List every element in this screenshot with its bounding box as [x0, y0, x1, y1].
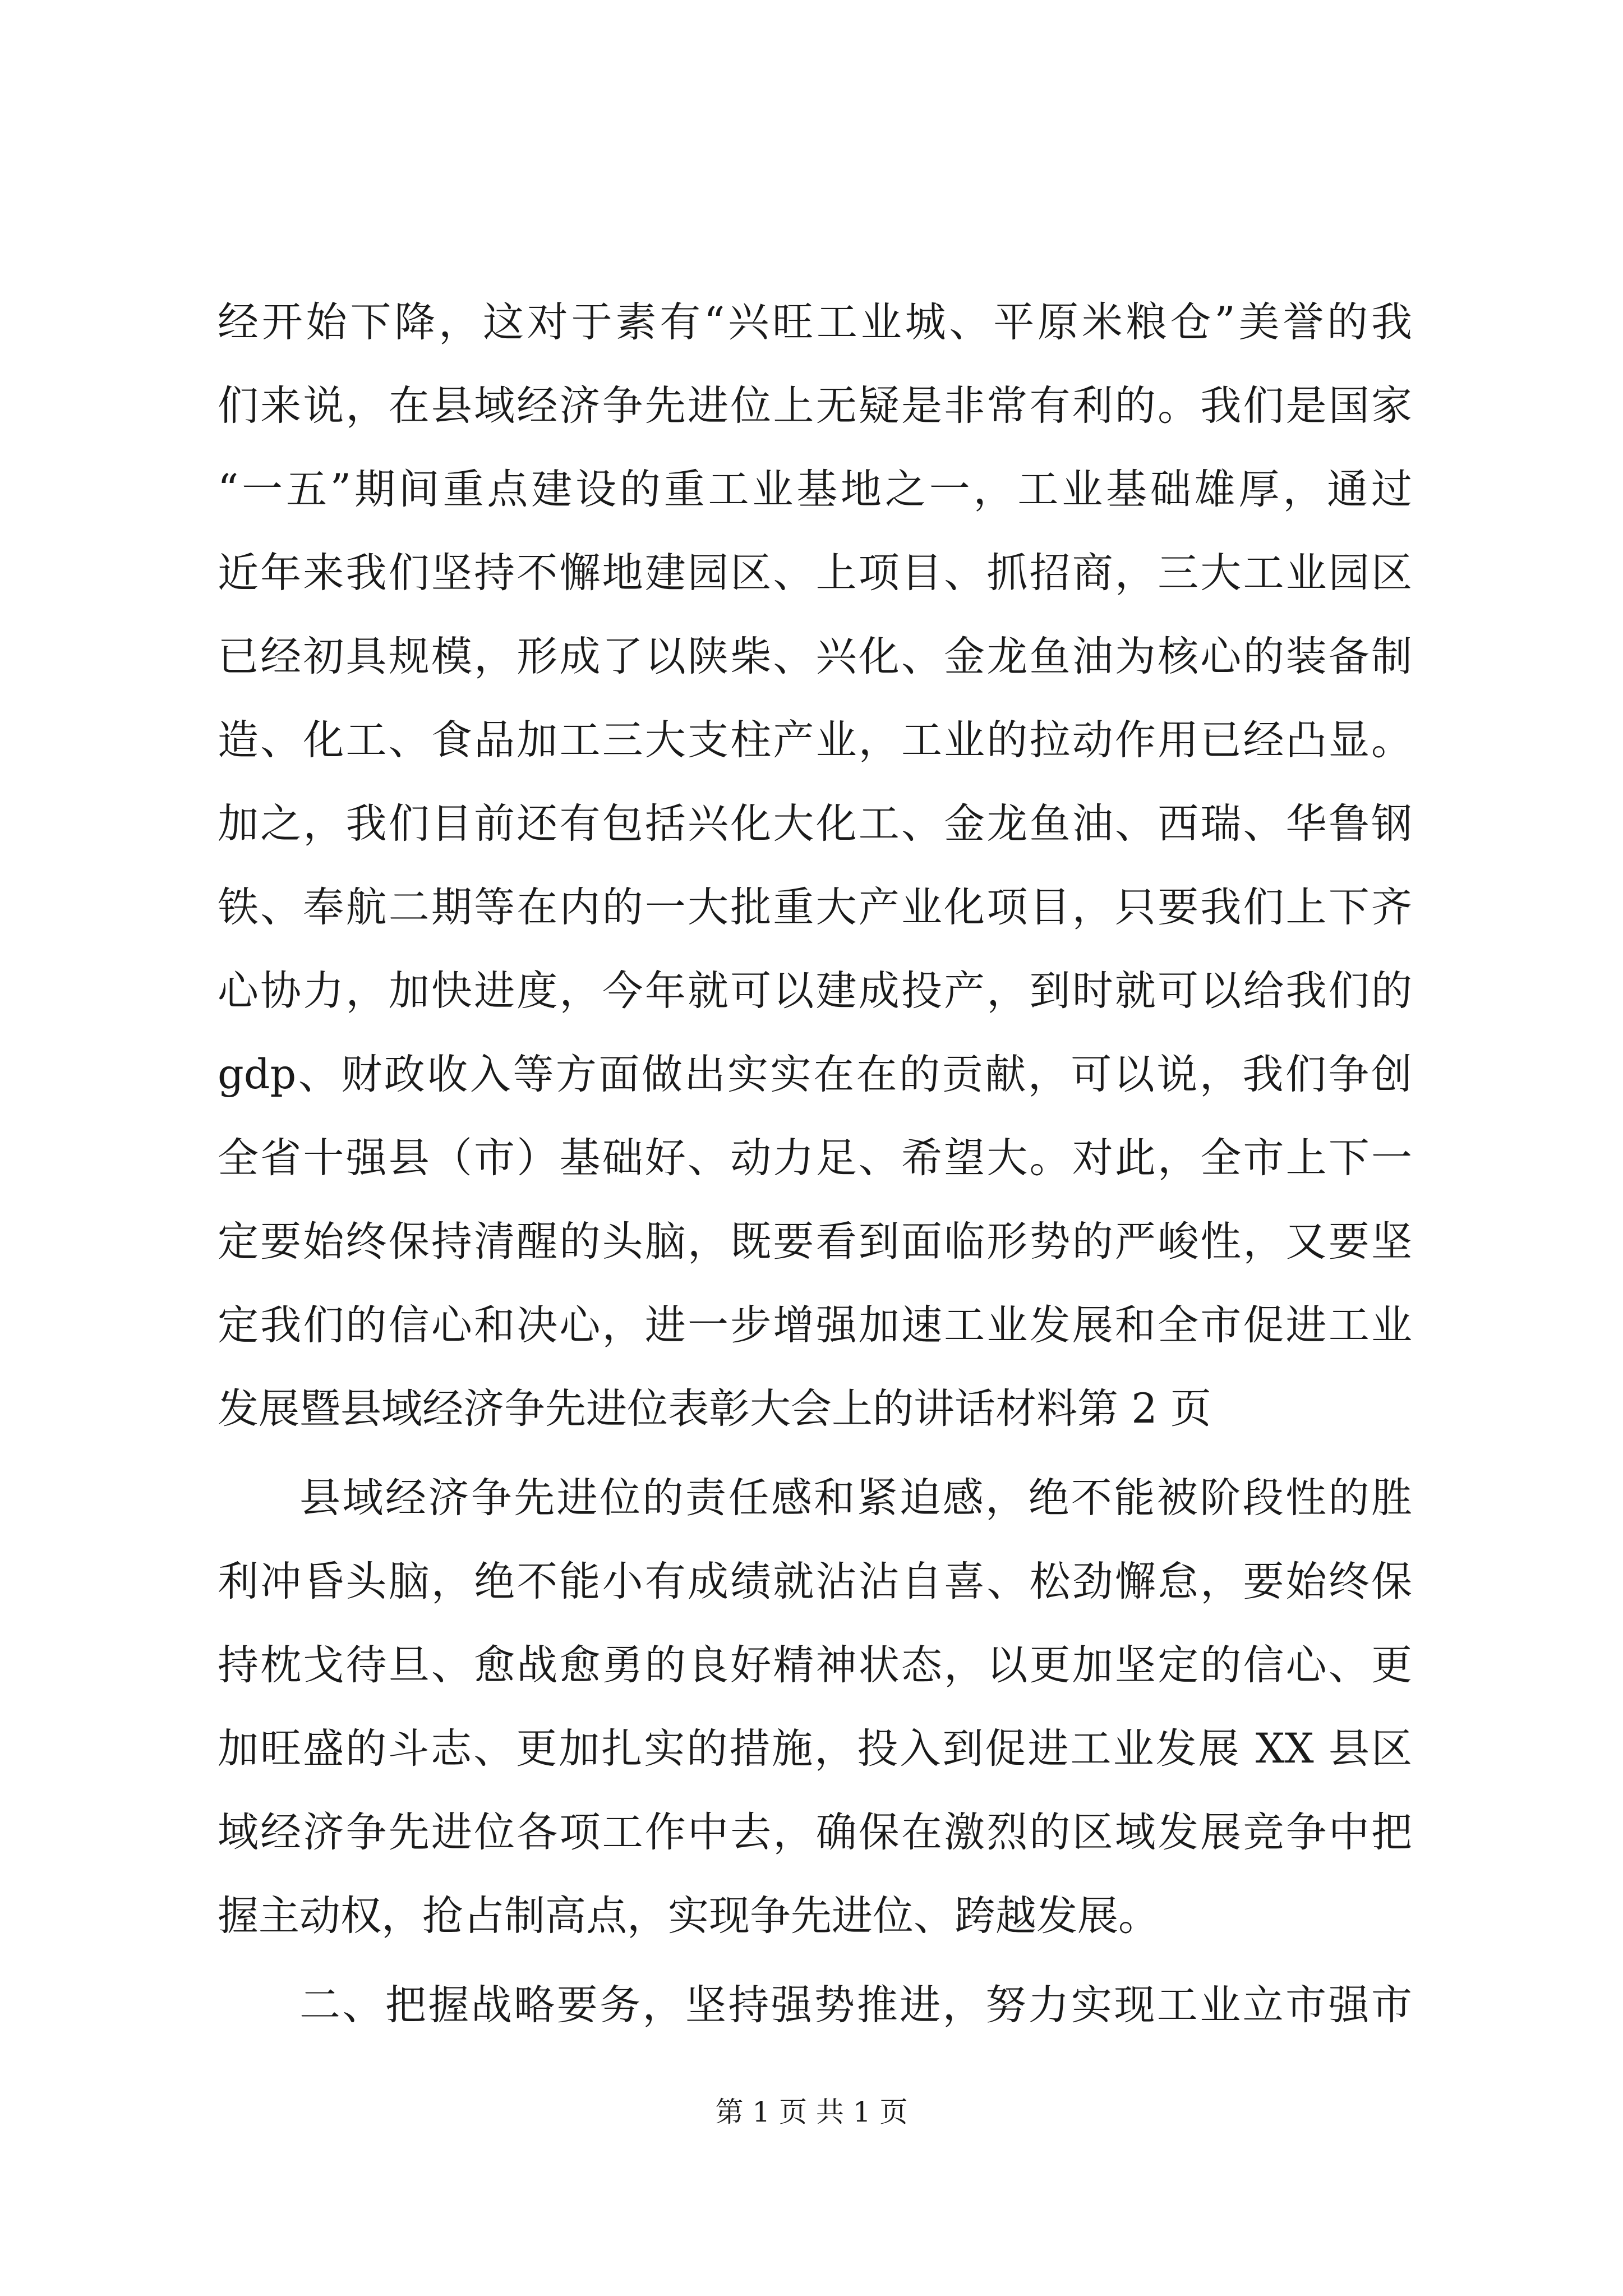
- text-line: 利冲昏头脑，绝不能小有成绩就沾沾自喜、松劲懈怠，要始终保: [218, 1558, 1412, 1605]
- text-line: 发展暨县域经济争先进位表彰大会上的讲话材料第 2 页: [218, 1385, 1211, 1433]
- text-line: 经开始下降，这对于素有“兴旺工业城、平原米粮仓”美誉的我: [218, 298, 1412, 346]
- text-line: 加旺盛的斗志、更加扎实的措施，投入到促进工业发展 XX 县区: [218, 1725, 1412, 1773]
- text-line: 全省十强县（市）基础好、动力足、希望大。对此，全市上下一: [218, 1134, 1412, 1182]
- text-line: 已经初具规模，形成了以陕柴、兴化、金龙鱼油为核心的装备制: [218, 633, 1412, 680]
- text-line: 们来说，在县域经济争先进位上无疑是非常有利的。我们是国家: [218, 382, 1412, 430]
- text-line: 域经济争先进位各项工作中去，确保在激烈的区域发展竞争中把: [218, 1809, 1412, 1856]
- text-line: 近年来我们坚持不懈地建园区、上项目、抓招商，三大工业园区: [218, 549, 1412, 597]
- text-line: gdp、财政收入等方面做出实实在在的贡献，可以说，我们争创: [218, 1051, 1412, 1098]
- text-line: 心协力，加快进度，今年就可以建成投产，到时就可以给我们的: [218, 967, 1412, 1015]
- text-line: 定要始终保持清醒的头脑，既要看到面临形势的严峻性，又要坚: [218, 1218, 1412, 1266]
- text-line: 持枕戈待旦、愈战愈勇的良好精神状态，以更加坚定的信心、更: [218, 1641, 1412, 1689]
- text-line: 造、化工、食品加工三大支柱产业，工业的拉动作用已经凸显。: [218, 716, 1412, 764]
- section-heading: 二、把握战略要务，坚持强势推进，努力实现工业立市强市: [299, 1981, 1412, 2029]
- paragraph: [218, 280, 1412, 1451]
- text-line: 铁、奉航二期等在内的一大批重大产业化项目，只要我们上下齐: [218, 884, 1412, 931]
- text-line: 定我们的信心和决心，进一步增强加速工业发展和全市促进工业: [218, 1301, 1412, 1349]
- text-line: “一五”期间重点建设的重工业基地之一，工业基础雄厚，通过: [218, 466, 1412, 513]
- text-line: 加之，我们目前还有包括兴化大化工、金龙鱼油、西瑞、华鲁钢: [218, 800, 1412, 848]
- paragraph: [218, 1963, 1412, 2047]
- text-line: 握主动权，抢占制高点，实现争先进位、跨越发展。: [218, 1892, 1159, 1940]
- text-line: 县域经济争先进位的责任感和紧迫感，绝不能被阶段性的胜: [299, 1474, 1412, 1522]
- paragraph: [218, 1456, 1412, 1958]
- document-body: [218, 280, 1412, 2047]
- page-footer: 第 1 页 共 1 页: [715, 2096, 908, 2128]
